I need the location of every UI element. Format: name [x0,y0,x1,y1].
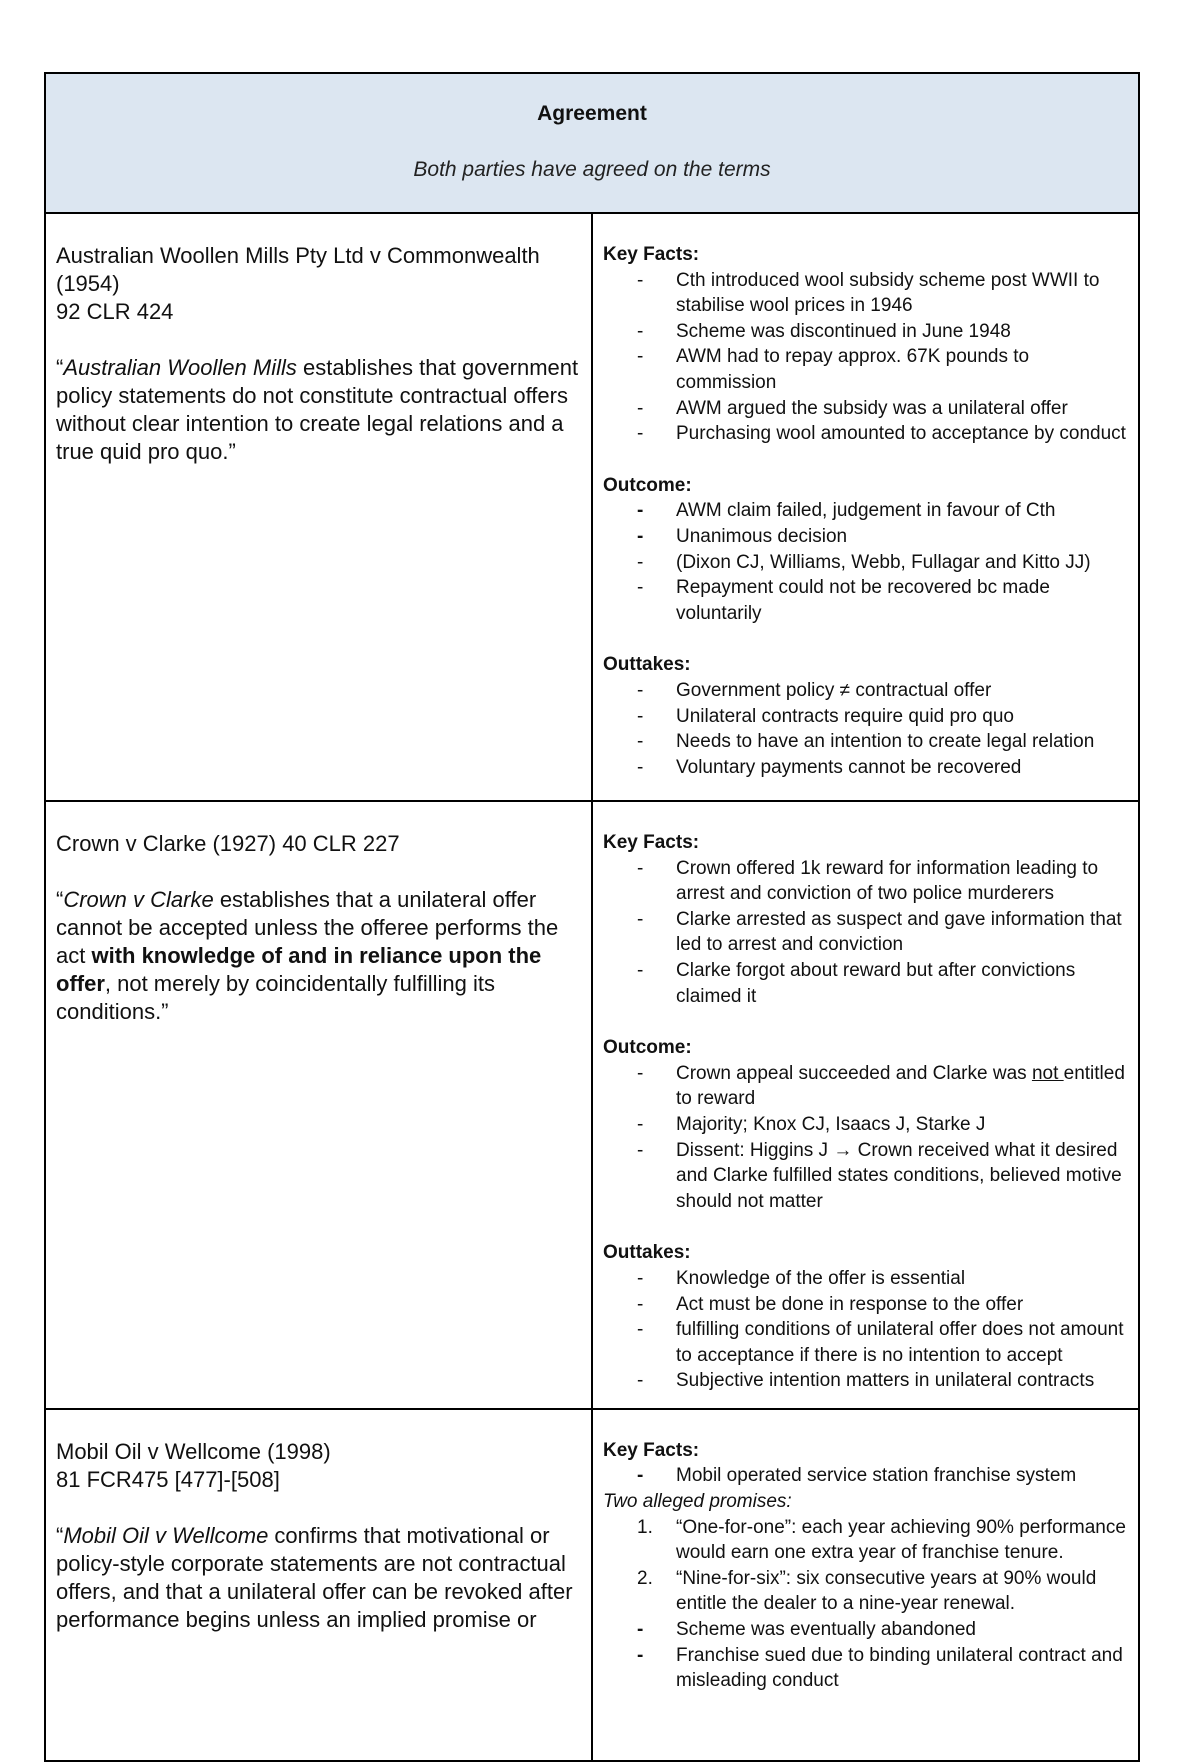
outcome-section [603,1035,1128,1214]
quote-mark: “ [56,887,64,912]
citation-line: Mobil Oil v Wellcome (1998) [56,1438,331,1464]
case-notes-cell [592,801,1139,1409]
case-citation-cell [45,1409,592,1761]
outtakes-section [603,1240,1128,1394]
case-citation [56,830,579,858]
list-item: - Cth introduced wool subsidy scheme post WWII to stabilise wool prices in 1946 [637,269,1100,317]
quote-case-name: Crown v Clarke [63,887,214,912]
list-item: - Voluntary payments cannot be recovered [637,756,1022,778]
section-title: Outtakes: [603,1242,691,1264]
header-cell [45,73,1139,213]
list-item: - Majority; Knox CJ, Isaacs J, Starke J [637,1113,986,1135]
quote-text: , not merely by coincidentally fulfilling its conditions.” [56,971,495,1024]
list-item: - Crown offered 1k reward for information leading to arrest and conviction of two police murderers [637,857,1099,905]
list-item: - Franchise sued due to binding unilateral contract and misleading conduct [637,1644,1123,1692]
quote-text: confirms that motivational or policy-style corporate statements are not contractual offers, and that a unilateral offer can be revoked after performance begins unless an implied promise or [56,1522,573,1632]
outtakes-section [603,652,1128,780]
list-item: 1. “One-for-one”: each year achieving 90% performance would earn one extra year of franchise tenure. [637,1516,1126,1564]
list-item: - Needs to have an intention to create legal relation [637,731,1095,753]
header-subtitle: Both parties have agreed on the terms [413,158,771,181]
list-item: - AWM argued the subsidy was a unilateral offer [637,397,1068,419]
key-facts-section [603,830,1128,1009]
list-item: - Unanimous decision [637,525,848,547]
list-item: - Clarke arrested as suspect and gave information that led to arrest and conviction [637,908,1122,956]
key-facts-section [603,1438,1128,1694]
promises-title: Two alleged promises: [603,1491,792,1513]
list-item: - Unilateral contracts require quid pro quo [637,705,1014,727]
case-notes-cell [592,1409,1139,1761]
list-item: - Crown appeal succeeded and Clarke was not entitled to reward [637,1062,1125,1110]
quote-case-name: Mobil Oil v Wellcome [63,1522,269,1548]
case-citation [56,242,579,326]
key-facts-section [603,242,1128,447]
list-item: - Purchasing wool amounted to acceptance by conduct [637,423,1126,445]
header-title: Agreement [537,102,647,125]
citation-line: Crown v Clarke (1927) 40 CLR 227 [56,831,400,856]
citation-line: 81 FCR475 [477]-[508] [56,1466,280,1492]
quote-text: establishes that a unilateral offer cannot be accepted unless the offeree performs the act [56,887,559,968]
list-item: - (Dixon CJ, Williams, Webb, Fullagar and Kitto JJ) [637,551,1091,573]
list-item: - AWM claim failed, judgement in favour of Cth [637,500,1056,522]
section-title: Key Facts: [603,1439,700,1461]
list-item: - Mobil operated service station franchise system [637,1465,1077,1487]
quote-emphasis: with knowledge of and in reliance upon the offer [56,943,542,996]
section-title: Outcome: [603,474,692,496]
list-item: - Clarke forgot about reward but after convictions claimed it [637,959,1076,1007]
case-citation-cell [45,801,592,1409]
list-item: - Dissent: Higgins J → Crown received what it desired and Clarke fulfilled states conditions, believed motive should not matter [637,1139,1122,1212]
list-item: - Knowledge of the offer is essential [637,1267,966,1289]
list-item: - Scheme was discontinued in June 1948 [637,320,1011,342]
case-notes-cell [592,213,1139,801]
quote-mark: “ [56,355,64,380]
case-row [45,801,1139,1409]
case-summary-quote [56,886,579,1026]
case-summary-quote [56,1522,579,1634]
case-row [45,1409,1139,1761]
case-table [44,72,1140,1762]
quote-case-name: Australian Woollen Mills [63,355,297,380]
list-item: - Scheme was eventually abandoned [637,1619,976,1641]
citation-line: Australian Woollen Mills Pty Ltd v Commonwealth (1954) [56,243,540,296]
document-page [44,72,1140,1762]
list-item: 2. “Nine-for-six”: six consecutive years at 90% would entitle the dealer to a nine-year renewal. [637,1567,1097,1615]
list-item: - AWM had to repay approx. 67K pounds to commission [637,346,1030,393]
outcome-section [603,473,1128,627]
list-item: - Repayment could not be recovered bc made voluntarily [637,577,1050,624]
case-citation [56,1438,579,1494]
list-item: - Government policy ≠ contractual offer [637,679,992,701]
quote-mark: “ [56,1522,64,1548]
section-title: Outtakes: [603,654,691,676]
list-item: - Act must be done in response to the offer [637,1293,1024,1315]
section-title: Key Facts: [603,244,700,265]
case-row [45,213,1139,801]
section-title: Outcome: [603,1037,692,1059]
citation-line: 92 CLR 424 [56,299,174,324]
quote-text: establishes that government policy statements do not constitute contractual offers without clear intention to create legal relations and a true quid pro quo.” [56,355,579,464]
list-item: - fulfilling conditions of unilateral offer does not amount to acceptance if there is no intention to accept [637,1319,1124,1366]
case-summary-quote [56,354,579,466]
case-citation-cell [45,213,592,801]
section-title: Key Facts: [603,832,700,853]
list-item: - Subjective intention matters in unilateral contracts [637,1370,1095,1392]
